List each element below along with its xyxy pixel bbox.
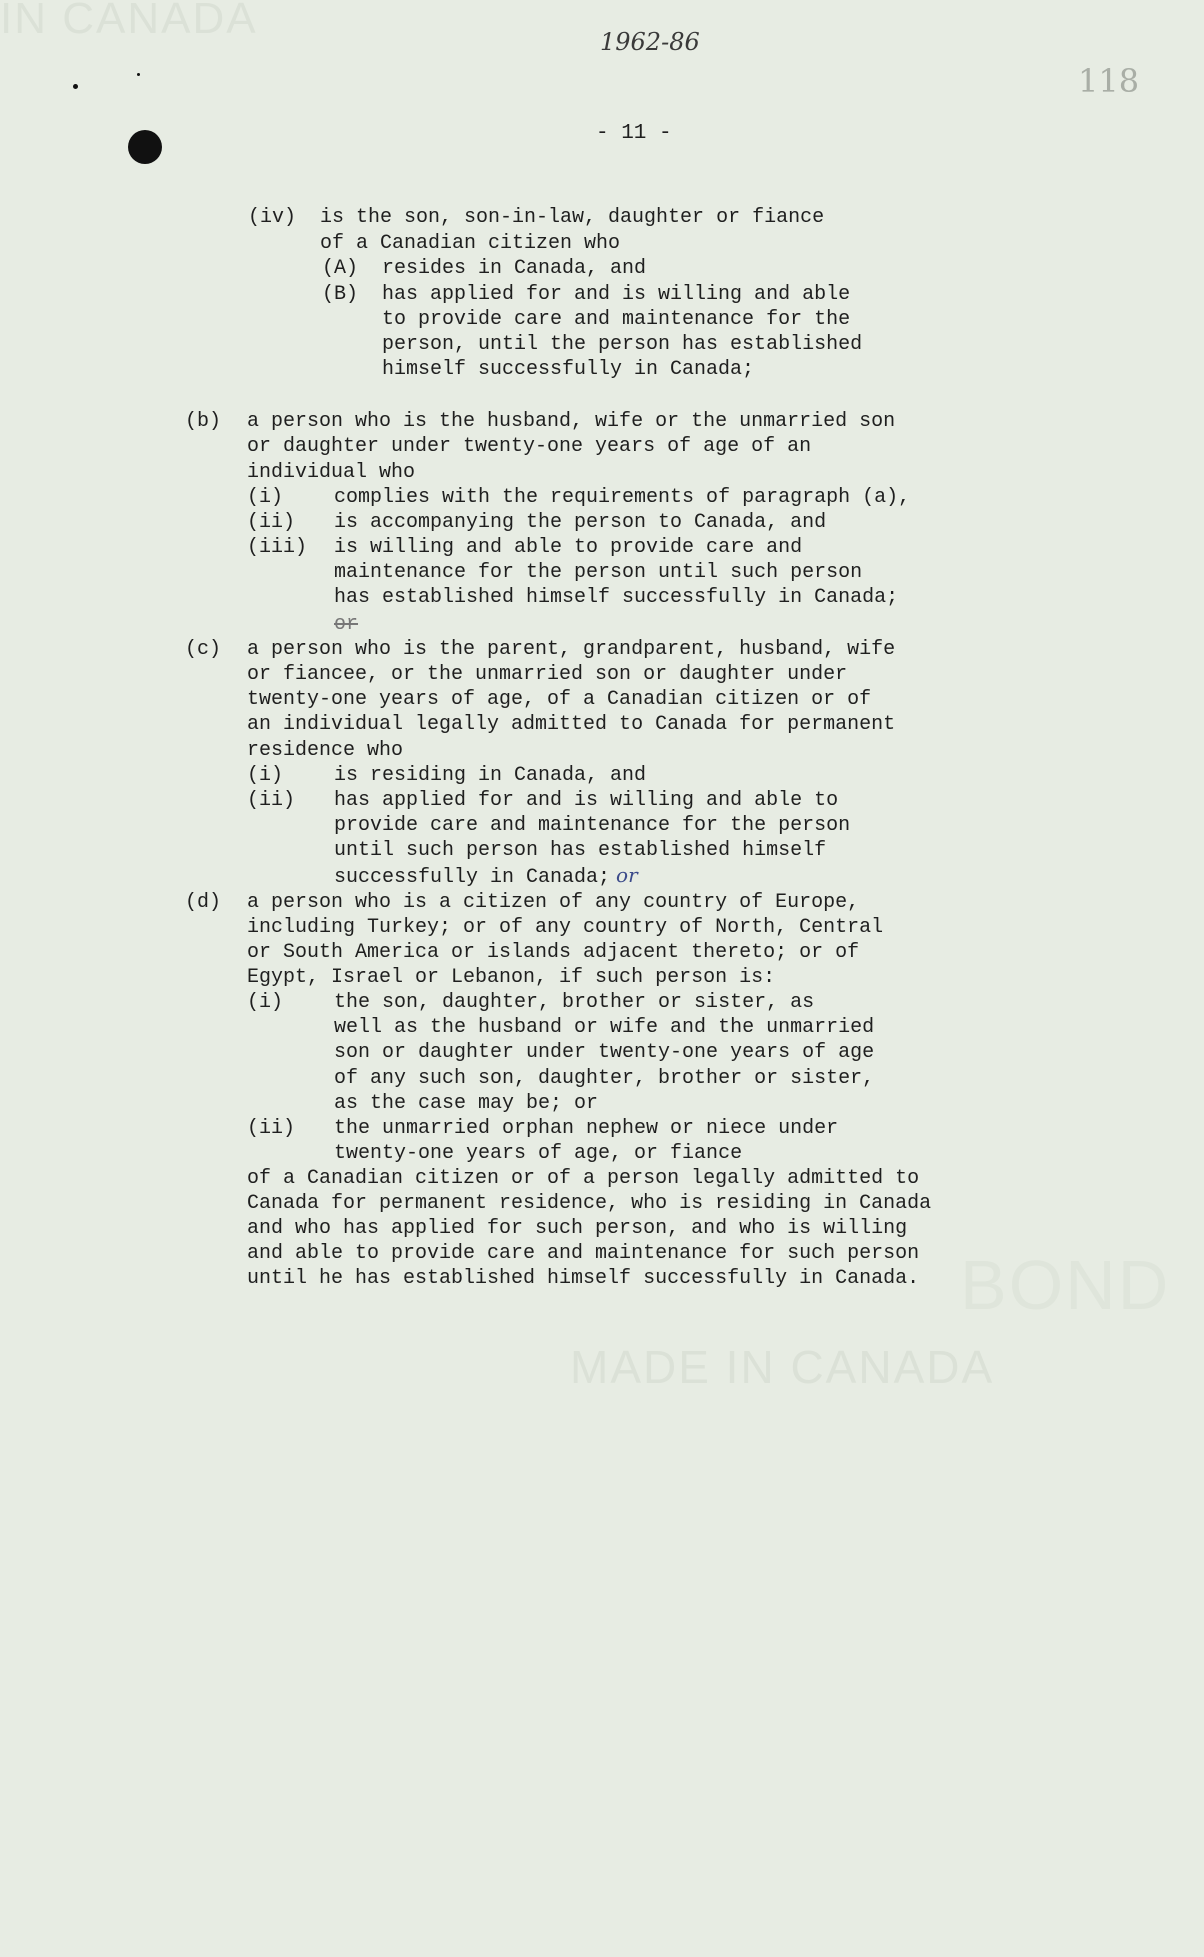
text-line: and who has applied for such person, and who is willing bbox=[247, 1217, 908, 1240]
text-line: individual who bbox=[247, 461, 416, 484]
page-number: - 11 - bbox=[596, 122, 672, 145]
list-marker: (d) bbox=[185, 891, 222, 914]
text-line: a person who is the parent, grandparent, husband, wife bbox=[247, 638, 896, 661]
ink-speck bbox=[137, 73, 140, 76]
text-line: or fiancee, or the unmarried son or daughter under bbox=[247, 663, 848, 686]
text-line: to provide care and maintenance for the bbox=[382, 308, 851, 331]
text-line: and able to provide care and maintenance for such person bbox=[247, 1242, 920, 1265]
text-line: twenty-one years of age, or fiance bbox=[334, 1142, 743, 1165]
watermark-made: MADE IN CANADA bbox=[570, 1341, 995, 1393]
file-number: 1962-86 bbox=[600, 28, 700, 56]
text-line: person, until the person has established bbox=[382, 333, 863, 356]
text-line: the son, daughter, brother or sister, as bbox=[334, 991, 815, 1014]
list-marker: (b) bbox=[185, 410, 222, 433]
text-line: provide care and maintenance for the person bbox=[334, 814, 851, 837]
text-line: is residing in Canada, and bbox=[334, 764, 647, 787]
list-marker: (B) bbox=[322, 283, 359, 306]
text-line: is the son, son-in-law, daughter or fiance bbox=[320, 206, 825, 229]
list-marker: (ii) bbox=[247, 511, 296, 534]
text-line: an individual legally admitted to Canada for permanent bbox=[247, 713, 896, 736]
list-marker: (iv) bbox=[248, 206, 297, 229]
text-line: resides in Canada, and bbox=[382, 257, 647, 280]
text-line: Canada for permanent residence, who is residing in Canada bbox=[247, 1192, 932, 1215]
text-line: has applied for and is willing and able to bbox=[334, 789, 839, 812]
stamp-number: 118 bbox=[1078, 62, 1140, 100]
list-marker: (ii) bbox=[247, 1117, 296, 1140]
punch-hole-dot bbox=[128, 130, 162, 164]
text-line: or bbox=[334, 613, 359, 636]
list-marker: (A) bbox=[322, 257, 359, 280]
list-marker: (c) bbox=[185, 638, 222, 661]
text-line: or South America or islands adjacent thereto; or of bbox=[247, 941, 860, 964]
text-line: or daughter under twenty-one years of age of an bbox=[247, 435, 812, 458]
text-line: Egypt, Israel or Lebanon, if such person is: bbox=[247, 966, 776, 989]
watermark-top: IN CANADA bbox=[0, 0, 258, 43]
list-marker: (i) bbox=[247, 486, 284, 509]
text-line: until he has established himself successfully in Canada. bbox=[247, 1267, 920, 1290]
text-line: the unmarried orphan nephew or niece under bbox=[334, 1117, 839, 1140]
text-line: has applied for and is willing and able bbox=[382, 283, 851, 306]
text-line: twenty-one years of age, of a Canadian citizen or of bbox=[247, 688, 872, 711]
watermark-brand: BOND bbox=[960, 1246, 1171, 1324]
text-line: is willing and able to provide care and bbox=[334, 536, 803, 559]
text-line: is accompanying the person to Canada, and bbox=[334, 511, 827, 534]
text-line: of a Canadian citizen who bbox=[320, 232, 621, 255]
list-marker: (iii) bbox=[247, 536, 308, 559]
text-line: well as the husband or wife and the unmarried bbox=[334, 1016, 875, 1039]
text-line: a person who is a citizen of any country of Europe, bbox=[247, 891, 860, 914]
list-marker: (i) bbox=[247, 991, 284, 1014]
list-marker: (i) bbox=[247, 764, 284, 787]
text-line: until such person has established himself bbox=[334, 839, 827, 862]
text-line: himself successfully in Canada; bbox=[382, 358, 755, 381]
ink-speck bbox=[73, 84, 78, 89]
list-marker: (ii) bbox=[247, 789, 296, 812]
text-line: successfully in Canada; or bbox=[334, 863, 638, 889]
text-line: has established himself successfully in Canada; bbox=[334, 586, 899, 609]
text-line: as the case may be; or bbox=[334, 1092, 599, 1115]
text-line: of a Canadian citizen or of a person legally admitted to bbox=[247, 1167, 920, 1190]
text-line: son or daughter under twenty-one years of age bbox=[334, 1041, 875, 1064]
text-line: a person who is the husband, wife or the unmarried son bbox=[247, 410, 896, 433]
text-line: residence who bbox=[247, 739, 404, 762]
text-line: including Turkey; or of any country of North, Central bbox=[247, 916, 884, 939]
text-line: of any such son, daughter, brother or sister, bbox=[334, 1067, 875, 1090]
text-line: maintenance for the person until such person bbox=[334, 561, 863, 584]
handwritten-annotation: or bbox=[616, 863, 638, 887]
text-line: complies with the requirements of paragraph (a), bbox=[334, 486, 911, 509]
